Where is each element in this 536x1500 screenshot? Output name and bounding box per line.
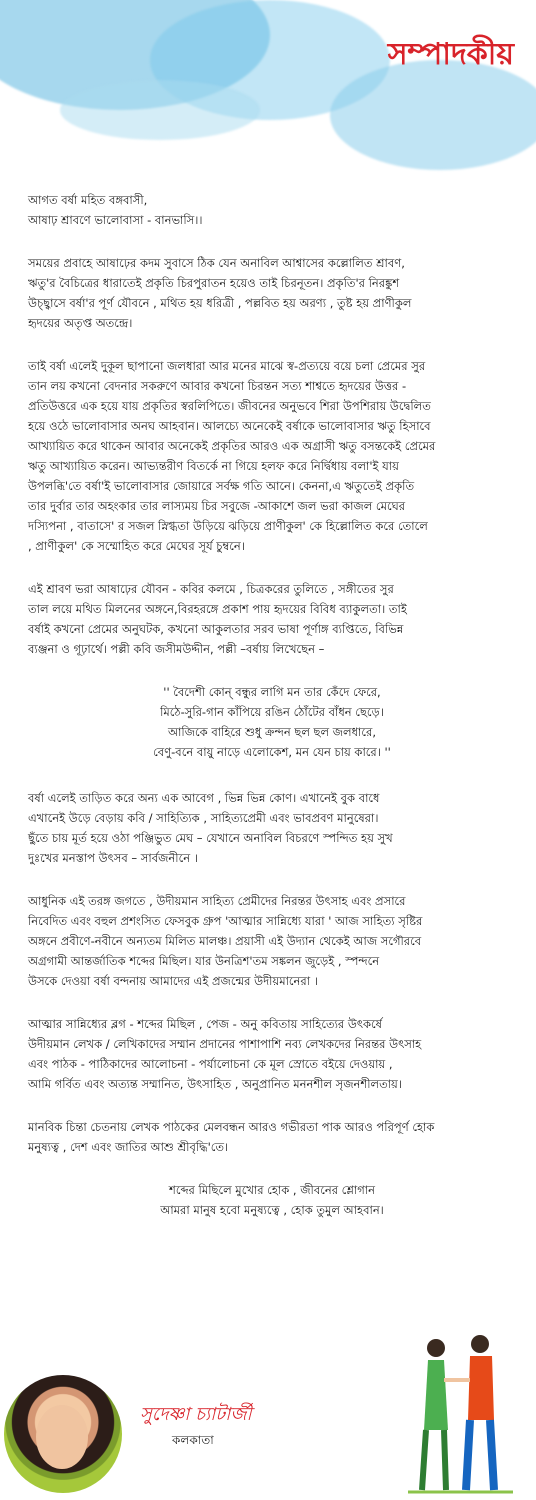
woman-dress bbox=[424, 1360, 448, 1430]
author-face bbox=[36, 1405, 88, 1469]
paragraph bbox=[28, 356, 516, 556]
man-legs bbox=[466, 1420, 494, 1490]
poem-line: বেণু-বনে বায়ু নাড়ে এলোকেশ, মন যেন চায় কারে। '' bbox=[153, 745, 391, 759]
text-line: তাই বর্ষা এলেই দুকূল ছাপানো জলধারা আর মনের মাঝে স্ব-প্রত্যয়ে বয়ে চলা প্রেমের সুর bbox=[28, 359, 426, 373]
text-line: দস্যিপনা , বাতাসে' র সজল স্নিগ্ধতা উড়িয়ে ঝড়িয়ে প্রাণীকুল' কে হিল্লোলিত করে তোলে bbox=[28, 519, 428, 533]
text-line: অগ্রগামী আন্তর্জাতিক শব্দের মিছিল। যার উনত্রিশ'তম সঙ্কলন জুড়েই , স্পন্দনে bbox=[28, 954, 380, 968]
text-line: উদীয়মান লেখক / লেখিকাদের সম্মান প্রদানের পাশাপাশি নব্য লেখকদের নিরন্তর উৎসাহ bbox=[28, 1037, 422, 1051]
text-line: উপলব্ধি'তে বর্ষা'ই ভালোবাসার জোয়ারে সর্বক্ষ গতি আনে। কেননা,এ ঋতুতেই প্রকৃতি bbox=[28, 479, 415, 493]
editorial-body bbox=[28, 190, 516, 1220]
text-line: আগত বর্ষা মহিত বঙ্গবাসী, bbox=[28, 193, 148, 207]
author-photo bbox=[4, 1375, 122, 1493]
text-line: আমি গর্বিত এবং অত্যন্ত সম্মানিত, উৎসাহিত , অনুপ্রানিত মননশীল সৃজনশীলতায়। bbox=[28, 1077, 402, 1091]
woman-head bbox=[427, 1339, 445, 1357]
paragraph bbox=[28, 253, 516, 333]
paragraph bbox=[28, 1117, 516, 1157]
couple-illustration bbox=[398, 1320, 518, 1500]
text-line: মনুষ্যত্ব , দেশ এবং জাতির আশু শ্রীবৃদ্ধি'তে। bbox=[28, 1140, 229, 1154]
paragraph bbox=[28, 891, 516, 991]
text-line: প্রতিউত্তরে এক হয়ে যায় প্রকৃতির স্বরলিপিতে। জীবনের অনুভবে শিরা উপশিরায় উদ্বেলিত bbox=[28, 399, 431, 413]
footer bbox=[0, 1340, 536, 1500]
text-line: ঋতু'র বৈচিত্রের ধারাতেই প্রকৃতি চিরপুরাতন হয়েও তাই চিরনূতন। প্রকৃতি'র নিরঙ্কুশ bbox=[28, 276, 400, 290]
text-line: এই শ্রাবণ ভরা আষাঢ়ের যৌবন - কবির কলমে , চিত্রকরের তুলিতে , সঙ্গীতের সুর bbox=[28, 582, 394, 596]
text-line: সময়ের প্রবাহে আষাঢ়ের কদম সুবাসে ঠিক যেন অনাবিল আশ্বাসের কল্লোলিত শ্রাবণ, bbox=[28, 256, 405, 270]
paragraph bbox=[28, 579, 516, 659]
text-line: দুঃখের মনস্তাপ উৎসব – সার্বজনীনে । bbox=[28, 851, 198, 865]
slogan-line: শব্দের মিছিলে মুখোর হোক , জীবনের শ্লোগান bbox=[169, 1183, 375, 1197]
text-line: এখানেই উড়ে বেড়ায় কবি / সাহিত্যিক , সাহিত্যপ্রেমী এবং ভাবপ্রবণ মানুষেরা। bbox=[28, 811, 379, 825]
author-signature: সুদেষ্ণা চ্যাটার্জী bbox=[140, 1404, 252, 1425]
text-line: তান লয় কখনো বেদনার সকরুণে আবার কখনো চিরন্তন সত্য শাশ্বতে হৃদয়ের উত্তর - bbox=[28, 379, 407, 393]
text-line: হৃদয়ের অতৃপ্ত অতন্দ্রে। bbox=[28, 316, 133, 330]
text-line: নিবেদিত এবং বহুল প্রশংসিত ফেসবুক গ্রুপ 'আত্মার সান্নিধ্যে যারা ' আজ সাহিত্য সৃষ্টির bbox=[28, 914, 423, 928]
man-shirt bbox=[468, 1356, 494, 1420]
slogan-line: আমরা মানুষ হবো মনুষ্যত্বে , হোক তুমুল আহবান। bbox=[160, 1203, 384, 1217]
closing-slogan bbox=[28, 1180, 516, 1220]
paragraph bbox=[28, 190, 516, 230]
text-line: মানবিক চিন্তা চেতনায় লেখক পাঠকের মেলবন্ধন আরও গভীরতা পাক আরও পরিপূর্ণ হোক bbox=[28, 1120, 435, 1134]
text-line: এবং পাঠক - পাঠিকাদের আলোচনা - পর্যালোচনা কে মূল স্রোতে বইয়ে দেওয়ায় , bbox=[28, 1057, 393, 1071]
text-line: ব্যঞ্জনা ও গূঢ়ার্থে। পল্লী কবি জসীমউদ্দীন, পল্লী –বর্ষায় লিখেছেন – bbox=[28, 642, 325, 656]
poem-quote bbox=[28, 682, 516, 762]
text-line: হয়ে ওঠে ভালোবাসার অনঘ আহবান। আলচ্যে অনেকেই বর্ষাকে ভালোবাসার ঋতু হিসাবে bbox=[28, 419, 431, 433]
text-line: বর্ষাই কখনো প্রেমের অনুঘটক, কখনো আকুলতার সরব ভাষা পূর্ণাঙ্গ ব্যপ্তিতে, বিভিন্ন bbox=[28, 622, 404, 636]
text-line: বর্ষা এলেই তাড়িত করে অন্য এক আবেগ , ভিন্ন ভিন্ন কোণ। এখানেই বুক বাধে bbox=[28, 791, 380, 805]
man-head bbox=[471, 1335, 489, 1353]
text-line: আষাঢ় শ্রাবণে ভালোবাসা - বানভাসি।। bbox=[28, 213, 203, 227]
watercolor-wash bbox=[60, 80, 260, 140]
page-title: সম্পাদকীয় bbox=[387, 37, 514, 72]
text-line: আখ্যায়িত করে থাকেন আবার অনেকেই প্রকৃতির আরও এক অগ্রাসী ঋতু বসন্তকেই প্রেমের bbox=[28, 439, 436, 453]
author-city: কলকাতা bbox=[172, 1433, 214, 1447]
header-banner bbox=[0, 0, 536, 175]
text-line: , প্রাণীকুল' কে সম্মোহিত করে মেঘের সূর্য চুম্বনে। bbox=[28, 539, 245, 553]
woman-legs bbox=[422, 1430, 446, 1490]
poem-line: আজিকে বাহিরে শুধু ক্রন্দন ছল ছল জলধারে, bbox=[168, 725, 376, 739]
text-line: ঋতু আখ্যায়িত করেন। আভ্যন্তরীণ বিতর্কে না গিয়ে হলফ করে নির্দ্বিধায় বলা'ই যায় bbox=[28, 459, 399, 473]
text-line: অঙ্গনে প্রবীণে-নবীনে অন্যতম মিলিত মালঞ্চ। প্রয়াসী এই উদ্যান থেকেই আজ সগৌরবে bbox=[28, 934, 422, 948]
text-line: উসকে দেওয়া বর্ষা বন্দনায় আমাদের এই প্রজন্মের উদীয়মানেরা । bbox=[28, 974, 318, 988]
poem-line: '' বৈদেশী কোন্ বন্ধুর লাগি মন তার কেঁদে ফেরে, bbox=[163, 685, 381, 699]
text-line: তার দুর্বার তার অহংকার তার লাস্যময় চির সবুজে -আকাশে জল ভরা কাজল মেঘের bbox=[28, 499, 406, 513]
text-line: আধুনিক এই তরঙ্গ জগতে , উদীয়মান সাহিত্য প্রেমীদের নিরন্তর উৎসাহ এবং প্রসারে bbox=[28, 894, 406, 908]
text-line: ছুঁতে চায় মূর্ত হয়ে ওঠা পঞ্জিভুত মেঘ – যেখানে অনাবিল বিচরণে স্পন্দিত হয় সুখ bbox=[28, 831, 393, 845]
paragraph bbox=[28, 788, 516, 868]
text-line: আত্মার সান্নিধ্যের ব্লগ - শব্দের মিছিল , পেজ - অনু কবিতায় সাহিত্যের উৎকর্ষে bbox=[28, 1017, 383, 1031]
paragraph bbox=[28, 1014, 516, 1094]
text-line: তাল লয়ে মথিত মিলনের অঙ্গনে,বিরহরঙ্গে প্রকাশ পায় হৃদয়ের বিবিধ ব্যাকুলতা। তাই bbox=[28, 602, 407, 616]
text-line: উচ্ছ্বাসে বর্ষা'র পূর্ণ যৌবনে , মথিত হয় ধরিত্রী , পল্লবিত হয় অরণ্য , তুষ্ট হয় প্রাণীকুল bbox=[28, 296, 412, 310]
poem-line: মিঠে-সুরি-গান কাঁপিয়ে রঙিন ঠোঁটের বাঁধন ছেড়ে। bbox=[160, 705, 384, 719]
